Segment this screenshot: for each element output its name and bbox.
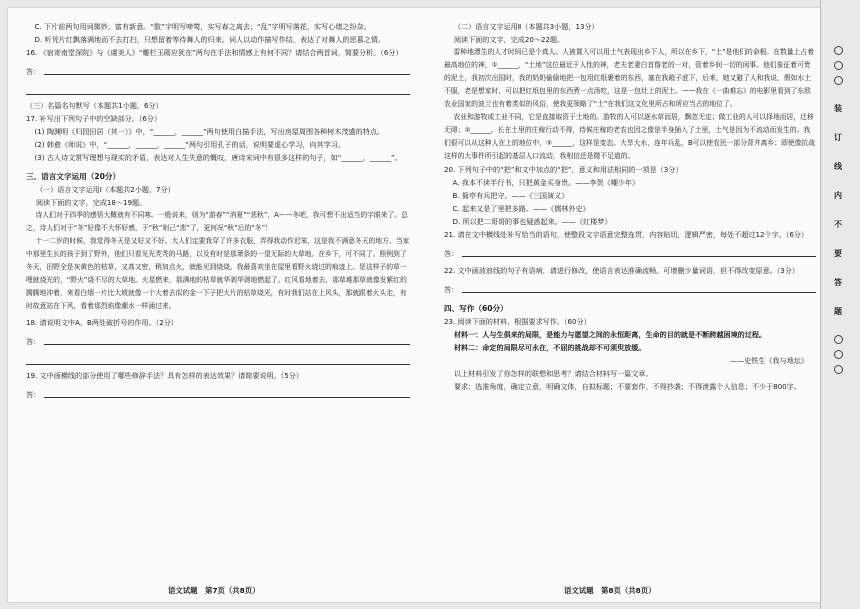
q20-option-d[interactable]: D. 所以把二哥哥的事也疑惑起来。——《红楼梦》 <box>452 217 612 226</box>
q20-option-a[interactable]: A. 我本不读半行书，只把黄金买身贵。——李贺《嘲少年》 <box>452 178 640 187</box>
material-2: 材料二：命定的局限尽可永在，不屈的挑战却不可须臾放缓。 <box>453 343 646 352</box>
answer-line[interactable] <box>26 82 410 95</box>
q18-text: 18. 请说明文中A、B两处破折号的作用。（2分） <box>26 318 178 327</box>
q21-answer-area[interactable] <box>444 247 816 260</box>
passage2-para1: 雷种地漂生的人才时间已是个真人。人被置入可以用土气表现出乡下人，所以在乡下，“土”是他们的命根。在数量上占着最高地位的神，①______，“土地”这位最近于人性的神，老夫老妻白首偕老的一对，管着乡间一切的闲事。他们象征着可贵的泥土，我初次出国时，我的奶奶偷偷地把一包用红纸裹着的东西，塞在我箱子底下，后来，她又避了人和我说，假如水土不服，老是想家时，可以把红纸包里的东西煮一点汤吃，这是一包灶上的泥土。——我在《一曲难忘》的电影里看到了东欧农业国家的波兰也有着类似的风俗，使我更领略了“土”在我们这文化里所占和所应当占的地位了。 <box>444 48 814 108</box>
binding-char: 不 <box>834 220 842 229</box>
essay-requirements: 要求：选准角度，确定立意，明确文体，自拟标题；不要套作，不得抄袭；不得泄露个人信息；不少于800字。 <box>453 382 801 391</box>
exam-sheet <box>8 8 820 602</box>
material-1: 材料一：人与生俱来的局限，是能力与愿望之间的永恒距离，生命的目的就是不断跨越困境的过程。 <box>453 330 767 339</box>
binding-char: 订 <box>834 133 842 142</box>
section-writing-title: 四、写作（60分） <box>444 304 508 313</box>
binding-hole-icon <box>834 365 843 374</box>
q22-answer-area[interactable] <box>444 283 816 296</box>
q17-2: (2) 韩愈《师说》中，“______，______，______”两句引用孔子的话，说明要虚心学习，向其学习。 <box>34 140 346 149</box>
answer-line[interactable] <box>462 283 816 293</box>
q15-option-c: C. 下片前两句用词微妙，富有新意。“散”字明写啼莺，实写春之离去；“乱”字明写落花，实写心绪之纷杂。 <box>34 22 371 31</box>
answer-label: 答： <box>26 390 41 399</box>
binding-divider <box>820 0 821 609</box>
q17-1: (1) 陶渊明《归园田居（其一）》中，“______，______”两句使用白描手法，写出房屋周围各种树木茂盛的特点。 <box>34 127 385 136</box>
answer-line[interactable] <box>44 65 410 75</box>
q19-answer-area[interactable] <box>26 388 410 401</box>
answer-label: 答： <box>444 285 459 294</box>
passage1-para2: 十一二岁的时候，我觉得冬天是又好又不好。大人们定要我穿了许多衣服，弄得我动作迟笨，这是我不满意冬天的地方。当家中那里生长的孩子到了野外，他们只看见光秃秃的马路，以及有时是那萧条的一望无际的大草地。在乡下，可不同了。照例到了冬天，田野全是灰黄色的枯草，又高又密，稍加点火，就能见到烧烧。我最喜欢坐在屋里看野火烧过的痕迹上。是这样子的草一哩就烧光的，“野火”烧不尽的大草地。火星燃来，那满地的枯草就华剥华剥地燃起了。红风看地着去，那草堆那草就像发紫红的腾腾地冲着，来看白烟一片比大坡就像一个大着去似的金一下子把大片的枯草烧光，有时我们站在上风头，那就跟着火头走，有时故意站在下风，看着那烈焰像潮水一样涌过来。 <box>26 237 410 310</box>
q21-text: 21. 请在文中横线处补写恰当的语句，使整段文字语意完整连贯，内容贴切，逻辑严密，每处不超过12个字。（6分） <box>444 230 809 239</box>
q20-option-b[interactable]: B. 衙亭有兵把守。——《三国演义》 <box>452 191 569 200</box>
binding-hole-icon <box>834 46 843 55</box>
q16-answer-area[interactable] <box>26 65 410 78</box>
read-prompt-18-19: 阅读下面的文字，完成18～19题。 <box>35 198 147 207</box>
passage2-para2: 农业和游牧或工业不同，它是直接取资于土地的。游牧的人可以逐水草而居，飘忽无定；做工业的人可以择地而居，迁移无碍；②______，长在土里的庄稼行动不得，侍候庄稼的老农也因之像是半身插入了土里，土气是因为不流动而发生的。我们很可以从这种人在上的地位中，③______，这样是变态。大旱大水，连年兵乱，B可以使农民一部分背井离乡；即使像抗战这样的大事件所引起的基层人口流动，我相信还是微不足道的。 <box>444 113 815 160</box>
section-language-sub1: （一）语言文字运用Ⅰ（本题共2小题，7分） <box>35 185 175 194</box>
section-language-title: 三、语言文字运用（20分） <box>26 172 121 181</box>
section-3-title: （三）名篇名句默写（本题共1小题，6分） <box>26 101 163 110</box>
binding-char: 要 <box>834 249 842 258</box>
answer-label: 答： <box>444 249 459 258</box>
answer-label: 答： <box>26 337 41 346</box>
footer-right: 语文试题 第8页（共8页） <box>564 586 656 595</box>
answer-line[interactable] <box>44 388 410 398</box>
binding-char: 装 <box>834 104 842 113</box>
q20-option-c[interactable]: C. 起来又是了里把多路。——《儒林外史》 <box>452 204 590 213</box>
binding-strip <box>828 40 848 560</box>
binding-hole-icon <box>834 335 843 344</box>
passage1-para1: 诗人们对于四季的感悟大概就有不同寒。一般说来，则为“游春”“消夏”“悲秋”，A——冬吧，我可想不出适当的字眼来了。总之，诗人们对于“冬”好像不大怀好感，于“秋”则己“悲”了，更何况“秋”后的“冬”！ <box>26 211 408 232</box>
binding-char: 内 <box>834 191 842 200</box>
binding-char: 答 <box>834 278 842 287</box>
binding-hole-icon <box>834 76 843 85</box>
read-prompt-20-22: 阅读下面的文字，完成20～22题。 <box>453 35 565 44</box>
right-page <box>444 20 816 393</box>
binding-hole-icon <box>834 350 843 359</box>
section-language-sub2: （二）语言文字运用Ⅱ（本题共3小题，13分） <box>453 22 599 31</box>
answer-line[interactable] <box>462 247 816 257</box>
q18-answer-area[interactable] <box>26 335 410 348</box>
answer-line[interactable] <box>26 352 410 365</box>
essay-prompt: 以上材料引发了你怎样的联想和思考？请结合材料写一篇文章。 <box>453 369 653 378</box>
q17-text: 17. 补写出下列句子中的空缺部分。（6分） <box>26 114 162 123</box>
binding-char: 线 <box>834 162 842 171</box>
q20-text: 20. 下列句子中的“把”和文中加点的“把”，意义和用法相同的一项是（3分） <box>444 165 683 174</box>
q16-text: 16. 《宿寄南堂深院》与《虞美人》“雕栏玉砌应犹在”两句在手法和情感上有何不同？请结合两首词，简要分析。（6分） <box>26 48 403 57</box>
footer-left: 语文试题 第7页（共8页） <box>168 586 260 595</box>
q19-text: 19. 文中画横线的部分使用了哪些修辞手法？具有怎样的表达效果？请简要说明。（5分） <box>26 371 303 380</box>
answer-line[interactable] <box>44 335 410 345</box>
material-author: ——史铁生《我与地坛》 <box>729 356 808 365</box>
binding-hole-icon <box>834 61 843 70</box>
q22-text: 22. 文中画波浪线的句子有语病，请进行修改，使语言表达准确流畅。可增删少量词语，但不得改变原意。（3分） <box>444 266 799 275</box>
binding-char: 题 <box>834 307 842 316</box>
left-page <box>26 20 410 405</box>
answer-label: 答： <box>26 67 41 76</box>
q23-text: 23. 阅读下面的材料，根据要求写作。（60分） <box>444 317 591 326</box>
q15-option-d: D. 听凭片红飘落满地而不去打扫，只想留着等待舞人的归来。词人以动作描写作结，表达了对舞人的思慕之情。 <box>34 35 385 44</box>
q17-3: (3) 古人诗文常写理想与现实的矛盾，表达对人生失意的慨叹，唐诗宋词中有很多这样的句子，如“______，______”。 <box>34 153 402 162</box>
